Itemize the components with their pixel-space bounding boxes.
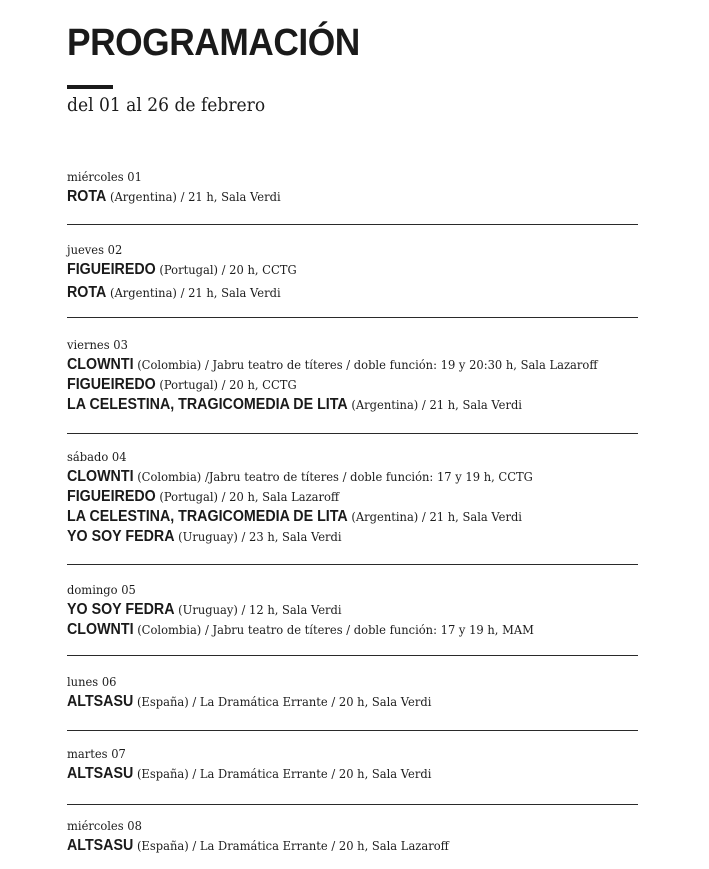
event-title: LA CELESTINA, TRAGICOMEDIA DE LITA xyxy=(67,396,348,413)
day-divider xyxy=(67,804,638,805)
title-accent-bar xyxy=(67,85,113,89)
event-item xyxy=(67,600,638,620)
day-label: lunes 06 xyxy=(67,674,117,689)
event-title: YO SOY FEDRA xyxy=(67,528,175,545)
day-section xyxy=(67,240,638,303)
day-section xyxy=(67,167,638,207)
day-label: miércoles 08 xyxy=(67,818,142,833)
event-detail: (Portugal) / 20 h, Sala Lazaroff xyxy=(155,489,340,504)
event-detail: (Colombia) / Jabru teatro de títeres / doble función: 19 y 20:30 h, Sala Lazaroff xyxy=(133,357,598,372)
event-title: ROTA xyxy=(67,188,107,205)
event-detail: (España) / La Dramática Errante / 20 h, Sala Verdi xyxy=(133,694,432,709)
date-range-subtitle: del 01 al 26 de febrero xyxy=(67,94,266,116)
event-item xyxy=(67,375,638,395)
day-divider xyxy=(67,730,638,731)
event-detail: (España) / La Dramática Errante / 20 h, Sala Lazaroff xyxy=(133,838,449,853)
event-item xyxy=(67,260,638,280)
day-label: sábado 04 xyxy=(67,449,127,464)
event-detail: (Argentina) / 21 h, Sala Verdi xyxy=(106,285,281,300)
day-divider xyxy=(67,224,638,225)
event-detail: (Uruguay) / 12 h, Sala Verdi xyxy=(174,602,342,617)
event-title: ROTA xyxy=(67,284,107,301)
event-item xyxy=(67,507,638,527)
event-title: ALTSASU xyxy=(67,693,134,710)
day-divider xyxy=(67,317,638,318)
event-item xyxy=(67,764,638,784)
day-divider xyxy=(67,655,638,656)
day-section xyxy=(67,580,638,640)
day-section xyxy=(67,744,638,784)
day-section xyxy=(67,816,638,856)
event-detail: (España) / La Dramática Errante / 20 h, Sala Verdi xyxy=(133,766,432,781)
event-title: ALTSASU xyxy=(67,837,134,854)
event-detail: (Portugal) / 20 h, CCTG xyxy=(155,377,297,392)
day-label: domingo 05 xyxy=(67,582,136,597)
event-item xyxy=(67,187,638,207)
event-item xyxy=(67,692,638,712)
event-title: LA CELESTINA, TRAGICOMEDIA DE LITA xyxy=(67,508,348,525)
event-detail: (Argentina) / 21 h, Sala Verdi xyxy=(106,189,281,204)
event-title: FIGUEIREDO xyxy=(67,376,156,393)
day-label: jueves 02 xyxy=(67,242,123,257)
event-title: CLOWNTI xyxy=(67,356,134,373)
day-label: miércoles 01 xyxy=(67,169,142,184)
day-label: martes 07 xyxy=(67,746,126,761)
event-item xyxy=(67,467,638,487)
event-detail: (Uruguay) / 23 h, Sala Verdi xyxy=(174,529,342,544)
page-title: PROGRAMACIÓN xyxy=(67,22,360,64)
event-item xyxy=(67,395,638,415)
event-detail: (Colombia) / Jabru teatro de títeres / doble función: 17 y 19 h, MAM xyxy=(133,622,534,637)
event-item xyxy=(67,836,638,856)
event-title: ALTSASU xyxy=(67,765,134,782)
event-item xyxy=(67,487,638,507)
event-title: FIGUEIREDO xyxy=(67,261,156,278)
day-section xyxy=(67,447,638,547)
event-detail: (Colombia) /Jabru teatro de títeres / doble función: 17 y 19 h, CCTG xyxy=(133,469,533,484)
event-title: CLOWNTI xyxy=(67,621,134,638)
event-title: CLOWNTI xyxy=(67,468,134,485)
day-divider xyxy=(67,433,638,434)
event-detail: (Argentina) / 21 h, Sala Verdi xyxy=(347,397,522,412)
event-title: YO SOY FEDRA xyxy=(67,601,175,618)
day-section xyxy=(67,335,638,415)
event-item xyxy=(67,620,638,640)
event-item xyxy=(67,283,638,303)
event-detail: (Portugal) / 20 h, CCTG xyxy=(155,262,297,277)
event-detail: (Argentina) / 21 h, Sala Verdi xyxy=(347,509,522,524)
event-title: FIGUEIREDO xyxy=(67,488,156,505)
event-item xyxy=(67,527,638,547)
day-divider xyxy=(67,564,638,565)
event-item xyxy=(67,355,638,375)
day-label: viernes 03 xyxy=(67,337,128,352)
day-section xyxy=(67,672,638,712)
